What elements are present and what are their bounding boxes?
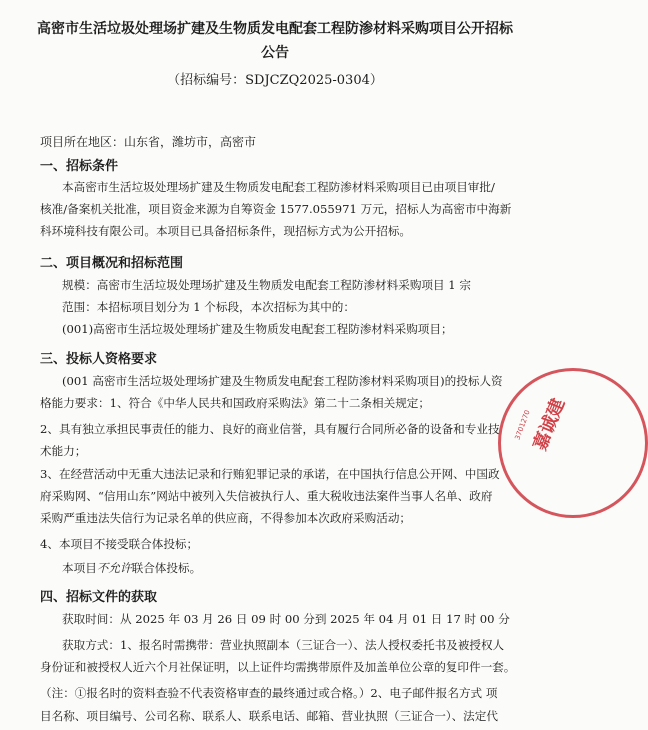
text-run: 联合体投标。 xyxy=(131,561,202,575)
emphasis-text: 不允许 xyxy=(96,561,132,575)
paragraph-line: 规模：高密市生活垃圾处理场扩建及生物质发电配套工程防渗材料采购项目 1 宗 xyxy=(62,278,471,292)
section-heading-1: 一、招标条件 xyxy=(40,159,119,174)
paragraph-line: 获取方式：1、报名时需携带：营业执照副本（三证合一）、法人授权委托书及被授权人 xyxy=(62,638,505,652)
title-block xyxy=(20,18,530,92)
paragraph-line: (001)高密市生活垃圾处理场扩建及生物质发电配套工程防渗材料采购项目； xyxy=(62,322,453,336)
paragraph-line: 2、具有独立承担民事责任的能力、良好的商业信誉，具有履行合同所必备的设备和专业技 xyxy=(40,422,500,436)
paragraph-line: 目名称、项目编号、公司名称、联系人、联系电话、邮箱、营业执照（三证合一）、法定代 xyxy=(40,709,498,723)
text-run: 本项目 xyxy=(62,561,97,575)
document-title: 高密市生活垃圾处理场扩建及生物质发电配套工程防渗材料采购项目公开招标 xyxy=(37,21,513,37)
official-seal xyxy=(498,368,648,518)
paragraph-line: 本高密市生活垃圾处理场扩建及生物质发电配套工程防渗材料采购项目已由项目审批/ xyxy=(62,180,495,194)
seal-text: 嘉诚建 xyxy=(529,395,570,454)
document-title-continued: 公告 xyxy=(261,45,289,61)
paragraph-line: 科环境科技有限公司。本项目已具备招标条件，现招标方式为公开招标。 xyxy=(40,224,412,238)
paragraph-line: 获取时间：从 2025 年 03 月 26 日 09 时 00 分到 2025 年 04 月 01 日 17 时 00 分 xyxy=(62,612,510,626)
paragraph-line xyxy=(62,557,201,579)
paragraph-line: 采购严重违法失信行为记录名单的供应商，不得参加本次政府采购活动； xyxy=(40,511,412,525)
paragraph-line: 府采购网、“信用山东”网站中被列入失信被执行人、重大税收违法案件当事人名单、政府 xyxy=(40,489,493,503)
paragraph-line: 核准/备案机关批准，项目资金来源为自筹资金 1577.055971 万元，招标人为高密市中海新 xyxy=(40,202,512,216)
section-heading-4: 四、招标文件的获取 xyxy=(40,590,158,605)
paragraph-line: 身份证和被授权人近六个月社保证明，以上证件均需携带原件及加盖单位公章的复印件一套。 xyxy=(40,660,516,674)
paragraph-line: 范围：本招标项目划分为 1 个标段，本次招标为其中的： xyxy=(62,300,355,314)
paragraph-line: 3、在经营活动中无重大违法记录和行贿犯罪记录的承诺，在中国执行信息公开网、中国政 xyxy=(40,467,500,481)
paragraph-line: 术能力； xyxy=(40,444,87,458)
section-heading-2: 二、项目概况和招标范围 xyxy=(40,256,184,271)
paragraph-line: （注：①报名时的资料查验不代表资格审查的最终通过或合格。）2、电子邮件报名方式 项 xyxy=(40,686,498,700)
bid-number: （招标编号：SDJCZQ2025-0304） xyxy=(167,73,383,88)
paragraph-line: 4、本项目不接受联合体投标； xyxy=(40,537,199,551)
paragraph-line: (001 高密市生活垃圾处理场扩建及生物质发电配套工程防渗材料采购项目)的投标人资 xyxy=(62,374,503,388)
section-heading-3: 三、投标人资格要求 xyxy=(40,352,158,367)
project-location: 项目所在地区：山东省，潍坊市，高密市 xyxy=(40,135,257,149)
seal-number: 3701270 xyxy=(513,408,532,442)
paragraph-line: 格能力要求：1、符合《中华人民共和国政府采购法》第二十二条相关规定； xyxy=(40,396,430,410)
